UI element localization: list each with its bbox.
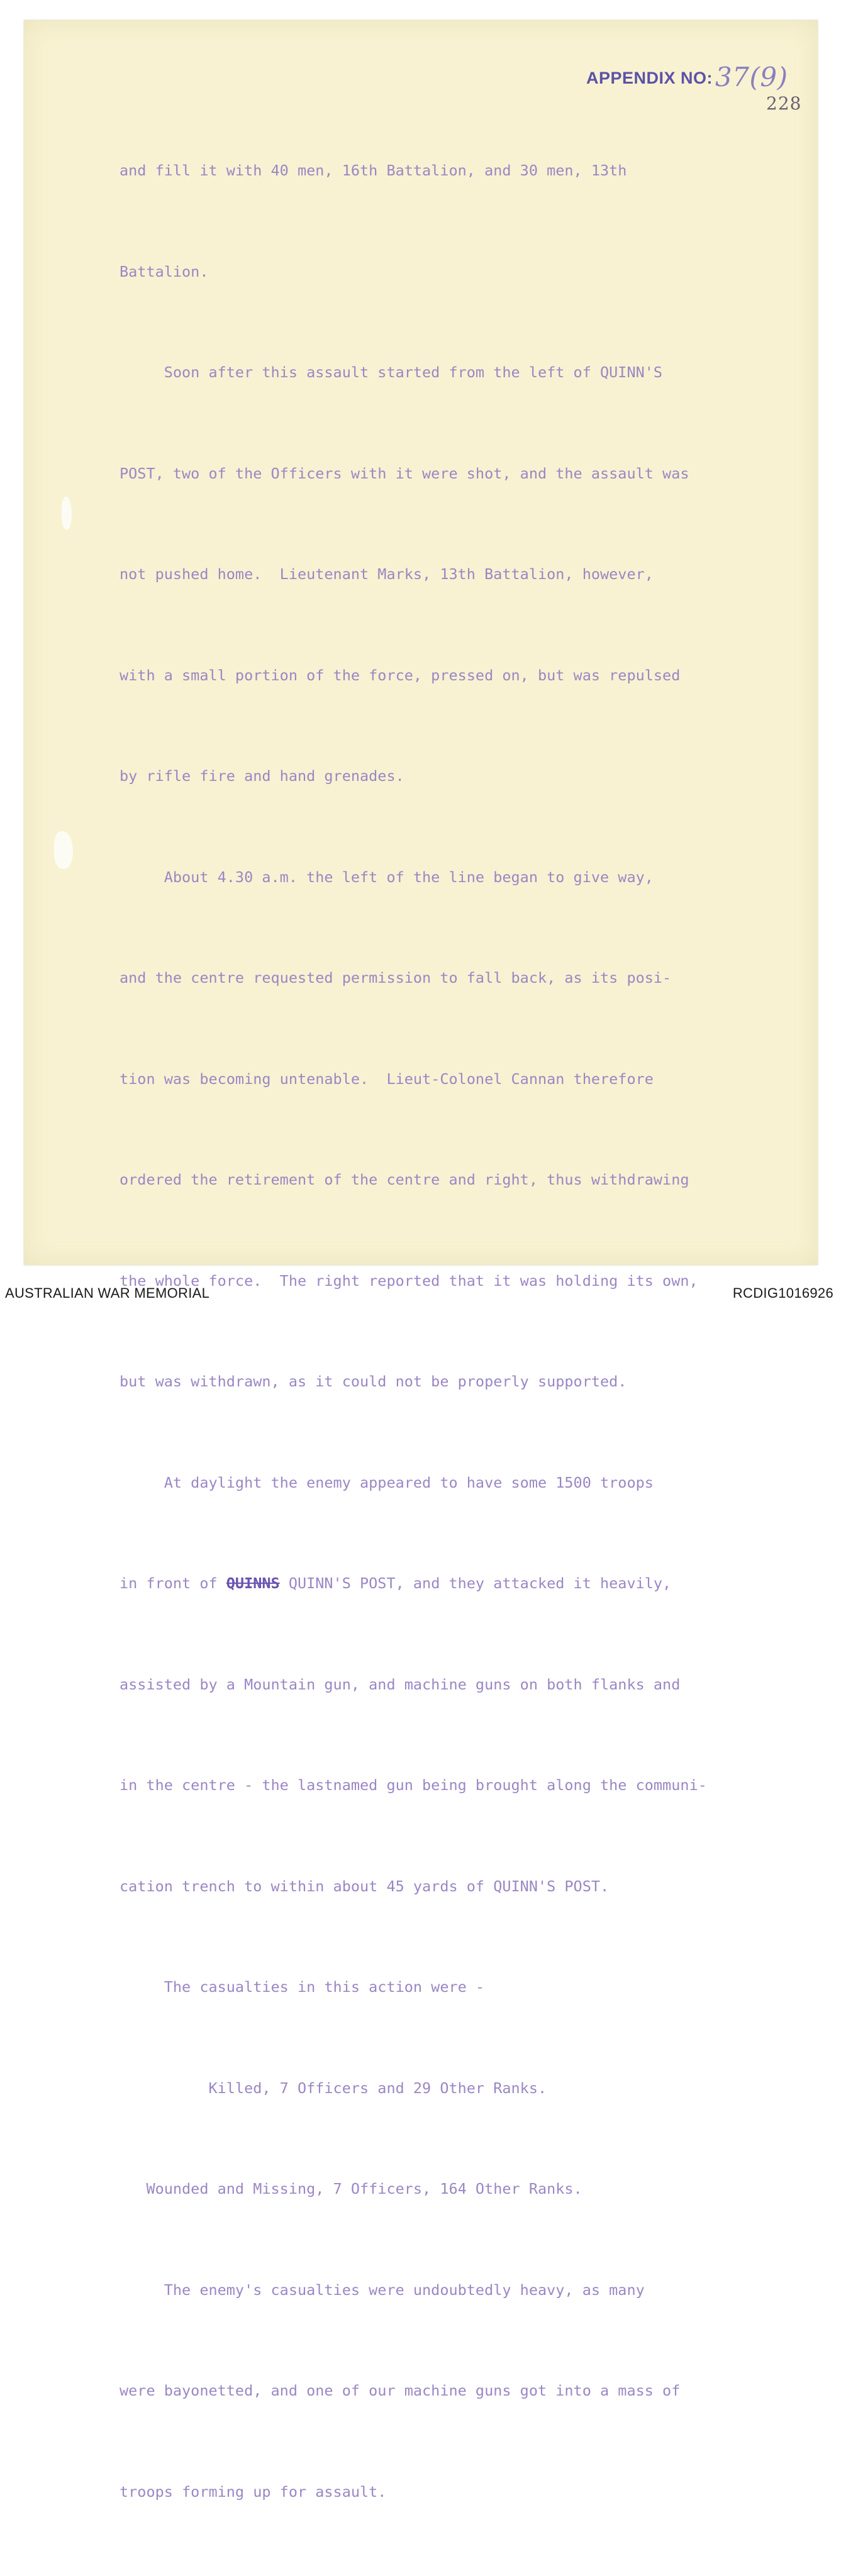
text-line: were bayonetted, and one of our machine guns got into a mass of	[120, 2382, 681, 2399]
text-line: and the centre requested permission to fall back, as its posi-	[120, 969, 672, 987]
text-line: tion was becoming untenable. Lieut-Colonel Cannan therefore	[120, 1070, 654, 1088]
paper-tear-mark	[62, 497, 72, 529]
archive-id: RCDIG1016926	[732, 1285, 833, 1301]
text-line: Wounded and Missing, 7 Officers, 164 Other Ranks.	[120, 2180, 582, 2197]
text-line: not pushed home. Lieutenant Marks, 13th Battalion, however,	[120, 565, 654, 583]
text-segment: QUINN'S POST, and they attacked it heavily,	[279, 1574, 672, 1592]
text-line: cation trench to within about 45 yards of QUINN'S POST.	[120, 1877, 610, 1895]
struck-out-word: QUINNS	[226, 1574, 280, 1592]
folio-number: 228	[766, 93, 802, 114]
text-line: Battalion.	[120, 262, 209, 280]
text-line: troops forming up for assault.	[120, 2482, 387, 2501]
text-line: in the centre - the lastnamed gun being brought along the communi-	[120, 1776, 707, 1794]
text-line: Killed, 7 Officers and 29 Other Ranks.	[120, 2079, 547, 2097]
text-segment: in front of	[120, 1574, 226, 1592]
text-line: ordered the retirement of the centre and right, thus withdrawing	[120, 1171, 689, 1188]
text-line: and fill it with 40 men, 16th Battalion, and 30 men, 13th	[120, 162, 627, 179]
archive-credit: AUSTRALIAN WAR MEMORIAL	[5, 1285, 210, 1301]
text-line-with-strikeout	[120, 1567, 774, 1601]
typed-text-body	[120, 87, 774, 2576]
text-line: About 4.30 a.m. the left of the line began to give way,	[120, 868, 654, 886]
text-line: POST, two of the Officers with it were shot, and the assault was	[120, 464, 689, 482]
text-line: assisted by a Mountain gun, and machine guns on both flanks and	[120, 1675, 681, 1693]
appendix-stamp-number: 37(9)	[715, 62, 788, 92]
text-line: by rifle fire and hand grenades.	[120, 767, 404, 785]
text-line: The casualties in this action were -	[120, 1978, 485, 1996]
text-line: The enemy's casualties were undoubtedly heavy, as many	[120, 2280, 645, 2299]
text-line: Soon after this assault started from the left of QUINN'S	[120, 363, 663, 381]
text-line: At daylight the enemy appeared to have some 1500 troops	[120, 1473, 654, 1491]
text-line: with a small portion of the force, pressed on, but was repulsed	[120, 666, 681, 684]
text-line: the whole force. The right reported that it was holding its own,	[120, 1271, 698, 1290]
text-line: but was withdrawn, as it could not be properly supported.	[120, 1373, 627, 1390]
paper-tear-mark	[54, 831, 73, 869]
appendix-stamp-label: APPENDIX NO:	[586, 69, 713, 87]
text-block	[120, 87, 774, 2576]
